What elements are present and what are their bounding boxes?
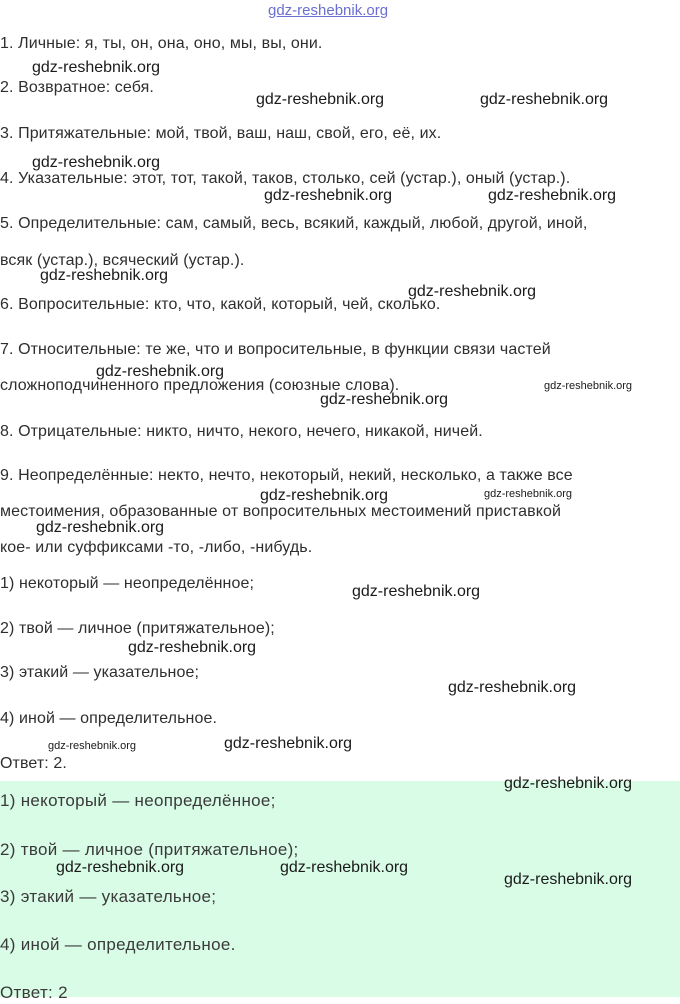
watermark: gdz-reshebnik.org (128, 639, 257, 656)
watermark: gdz-reshebnik.org (40, 267, 169, 284)
text-line-14: 1) некоторый — неопределённое; (0, 575, 254, 592)
watermark: gdz-reshebnik.org (544, 380, 633, 392)
watermark: gdz-reshebnik.org (504, 871, 633, 888)
watermark: gdz-reshebnik.org (408, 283, 537, 300)
watermark: gdz-reshebnik.org (488, 187, 617, 204)
text-line-12: местоимения, образованные от вопросительных местоимений приставкой (0, 503, 562, 520)
text-line-2: 2. Возвратное: себя. (0, 79, 154, 96)
text-line-4: 4. Указательные: этот, тот, такой, таков, столько, сей (устар.), оный (устар.). (0, 170, 571, 187)
text-line-13: кое- или суффиксами -то, -либо, -нибудь. (0, 539, 313, 556)
text-line-10: 8. Отрицательные: никто, ничто, некого, нечего, никакой, ничей. (0, 423, 483, 440)
watermark: gdz-reshebnik.org (504, 775, 633, 792)
watermark: gdz-reshebnik.org (32, 59, 161, 76)
text-line-9: сложноподчиненного предложения (союзные слова). (0, 377, 400, 394)
text-line-1: 1. Личные: я, ты, он, она, оно, мы, вы, они. (0, 35, 323, 52)
text-line-6: всяк (устар.), всяческий (устар.). (0, 252, 245, 269)
watermark: gdz-reshebnik.org (36, 519, 165, 536)
watermark: gdz-reshebnik.org (56, 859, 185, 876)
watermark: gdz-reshebnik.org (448, 679, 577, 696)
watermark: gdz-reshebnik.org (352, 583, 481, 600)
watermark: gdz-reshebnik.org (32, 154, 161, 171)
text-line-7: 6. Вопросительные: кто, что, какой, который, чей, сколько. (0, 296, 441, 313)
text-line-11: 9. Неопределённые: некто, нечто, некоторый, некий, несколько, а также все (0, 467, 573, 484)
text-line-8: 7. Относительные: те же, что и вопросительные, в функции связи частей (0, 341, 551, 358)
answer-box-line-5: Ответ: 2 (0, 983, 68, 1002)
watermark: gdz-reshebnik.org (280, 859, 409, 876)
watermark: gdz-reshebnik.org (260, 487, 389, 504)
answer-box-line-3: 3) этакий — указательное; (0, 887, 217, 906)
text-line-3: 3. Притяжательные: мой, твой, ваш, наш, свой, его, её, их. (0, 125, 442, 142)
text-line-5: 5. Определительные: сам, самый, весь, всякий, каждый, любой, другой, иной, (0, 215, 588, 232)
watermark: gdz-reshebnik.org (256, 91, 385, 108)
watermark: gdz-reshebnik.org (96, 363, 225, 380)
watermark: gdz-reshebnik.org (224, 735, 353, 752)
watermark: gdz-reshebnik.org (264, 187, 393, 204)
text-line-16: 3) этакий — указательное; (0, 664, 200, 681)
answer-box-line-4: 4) иной — определительное. (0, 935, 236, 954)
watermark: gdz-reshebnik.org (320, 391, 449, 408)
answer-box-line-1: 1) некоторый — неопределённое; (0, 791, 276, 810)
watermark: gdz-reshebnik.org (484, 488, 573, 500)
text-line-15: 2) твой — личное (притяжательное); (0, 620, 275, 637)
watermark: gdz-reshebnik.org (480, 91, 609, 108)
answer-box-line-2: 2) твой — личное (притяжательное); (0, 840, 299, 859)
watermark: gdz-reshebnik.org (48, 740, 137, 752)
watermark-top-link[interactable]: gdz-reshebnik.org (268, 2, 389, 19)
text-line-17: 4) иной — определительное. (0, 710, 218, 727)
text-line-18: Ответ: 2. (0, 755, 67, 772)
